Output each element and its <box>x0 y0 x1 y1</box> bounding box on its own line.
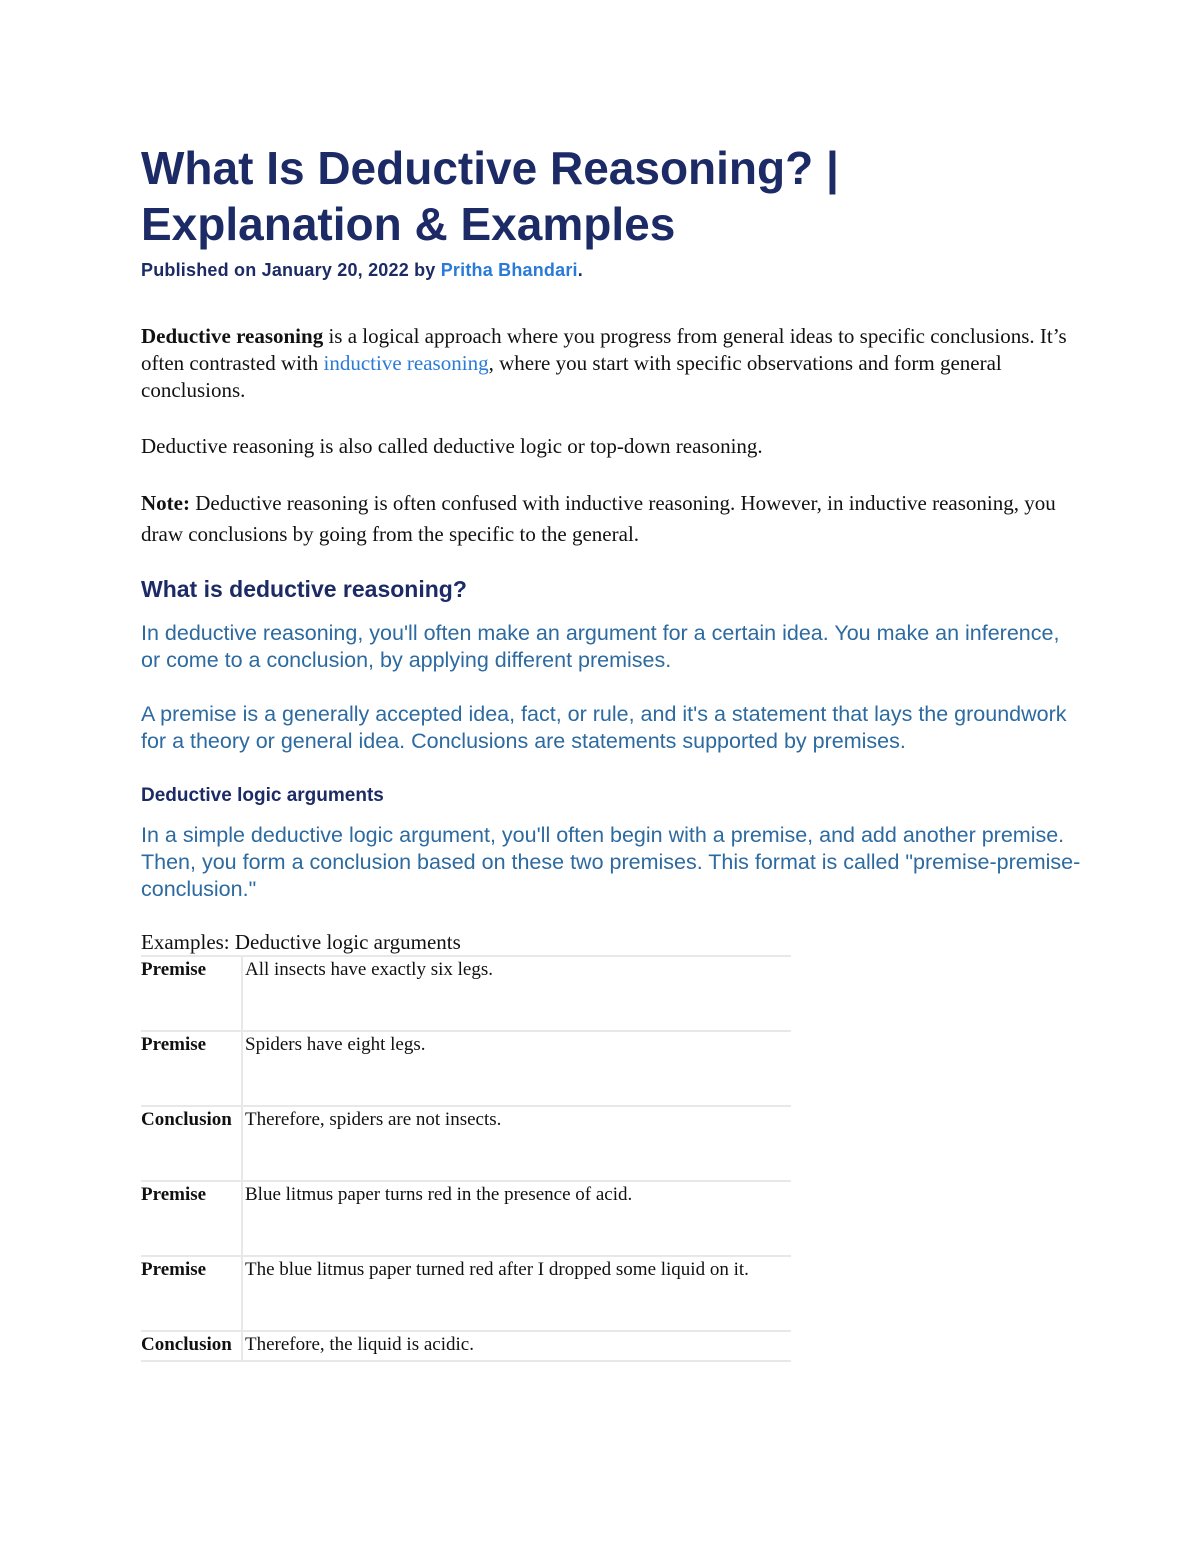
title-line-2: Explanation & Examples <box>141 198 676 250</box>
intro-text-b: , where you start with specific observations and form general conclusions. <box>141 351 1002 402</box>
row-text: Therefore, the liquid is acidic. <box>242 1331 791 1361</box>
intro-bold-term: Deductive reasoning <box>141 324 324 348</box>
row-label: Premise <box>141 1181 242 1256</box>
row-label: Conclusion <box>141 1331 242 1361</box>
row-label: Premise <box>141 1256 242 1331</box>
section2-paragraph: In a simple deductive logic argument, you'll often begin with a premise, and add another premise. Then, you form a conclusion based on these two premises. This format is called "premise-premise-conclusion." <box>141 823 1081 901</box>
row-label: Premise <box>141 956 242 1031</box>
intro-paragraph <box>141 323 1081 404</box>
row-label: Premise <box>141 1031 242 1106</box>
inductive-reasoning-link[interactable]: inductive reasoning <box>323 351 489 375</box>
author-link[interactable]: Pritha Bhandari <box>440 260 578 280</box>
title-line-1: What Is Deductive Reasoning? | <box>141 142 839 194</box>
table-row <box>141 956 791 1031</box>
intro-text-a: is a logical approach where you progress from general ideas to specific conclusions. It’s often contrasted with <box>141 324 1067 375</box>
table-row <box>141 1106 791 1181</box>
alias-paragraph: Deductive reasoning is also called deductive logic or top-down reasoning. <box>141 434 763 458</box>
table-row <box>141 1331 791 1361</box>
table-row <box>141 1031 791 1106</box>
row-text: Blue litmus paper turns red in the presence of acid. <box>242 1181 791 1256</box>
row-text: All insects have exactly six legs. <box>242 956 791 1031</box>
note-paragraph <box>141 488 1081 550</box>
page-title <box>141 140 1081 252</box>
article <box>141 140 1081 1362</box>
byline-prefix: Published on January 20, 2022 by <box>141 260 441 280</box>
row-text: Spiders have eight legs. <box>242 1031 791 1106</box>
section-heading-what-is: What is deductive reasoning? <box>141 576 467 602</box>
row-text: Therefore, spiders are not insects. <box>242 1106 791 1181</box>
section1-paragraph-2: A premise is a generally accepted idea, fact, or rule, and it's a statement that lays the groundwork for a theory or general idea. Conclusions are statements supported by premises. <box>141 702 1067 753</box>
note-label: Note: <box>141 491 190 515</box>
examples-table <box>141 955 791 1362</box>
table-row <box>141 1181 791 1256</box>
row-label: Conclusion <box>141 1106 242 1181</box>
table-row <box>141 1256 791 1331</box>
note-text: Deductive reasoning is often confused with inductive reasoning. However, in inductive reasoning, you draw conclusions by going from the specific to the general. <box>141 491 1056 546</box>
byline-suffix: . <box>577 260 583 280</box>
examples-caption: Examples: Deductive logic arguments <box>141 930 461 954</box>
section1-paragraph-1: In deductive reasoning, you'll often make an argument for a certain idea. You make an inference, or come to a conclusion, by applying different premises. <box>141 621 1060 672</box>
row-text: The blue litmus paper turned red after I dropped some liquid on it. <box>242 1256 791 1331</box>
section-heading-arguments: Deductive logic arguments <box>141 785 384 806</box>
byline <box>141 260 1081 281</box>
